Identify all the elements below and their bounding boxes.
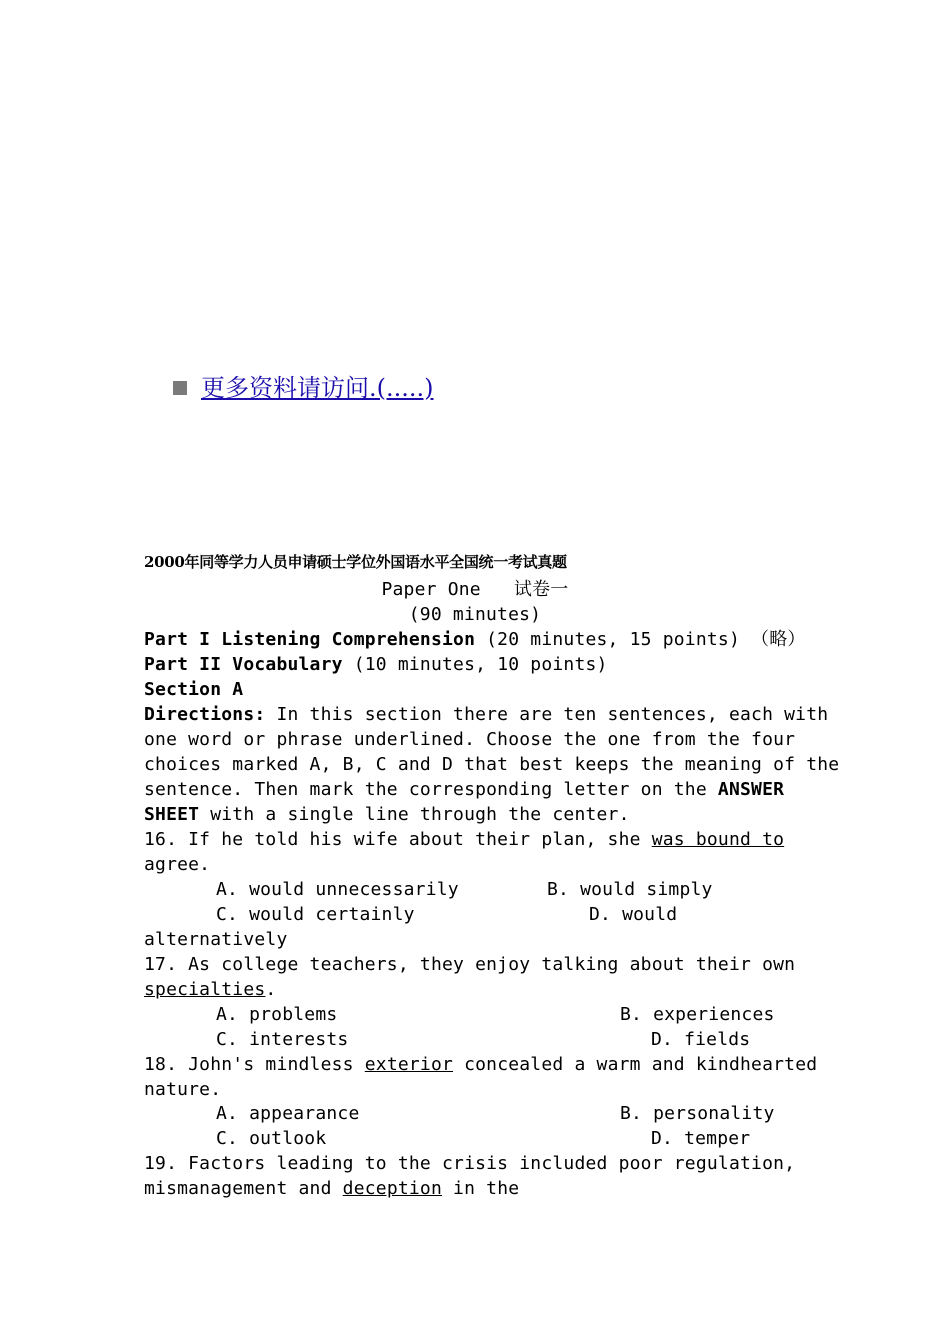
directions-line-2: one word or phrase underlined. Choose the one from the four	[144, 729, 796, 750]
directions-line-5	[144, 802, 630, 827]
q16-stem-cont: agree.	[144, 854, 211, 875]
q18-text-post: concealed a warm and kindhearted	[453, 1054, 818, 1075]
q17-stem-cont	[144, 977, 276, 1002]
q16-underlined: was bound to	[651, 829, 785, 850]
directions-text-1: In this section there are ten sentences, each with	[265, 704, 829, 725]
q19-underlined: deception	[342, 1178, 443, 1199]
q17-stem: 17. As college teachers, they enjoy talking about their own	[144, 954, 796, 975]
q16-option-d-cont: alternatively	[144, 929, 288, 950]
q18-option-b: B. personality	[620, 1103, 775, 1124]
part1-detail: (20 minutes, 15 points) （略）	[475, 629, 806, 650]
q18-stem-cont: nature.	[144, 1079, 222, 1100]
directions-label: Directions:	[144, 704, 266, 725]
q18-text: 18. John's mindless	[144, 1054, 365, 1075]
answer-keyword: ANSWER	[717, 779, 785, 800]
q19-text: mismanagement and	[144, 1178, 343, 1199]
part2-detail: (10 minutes, 10 points)	[342, 654, 608, 675]
directions-text-4: sentence. Then mark the corresponding letter on the	[144, 779, 718, 800]
part1-label: Part I Listening Comprehension	[144, 629, 476, 650]
paper-title: Paper One 试卷一	[381, 579, 569, 600]
q19-stem: 19. Factors leading to the crisis included poor regulation,	[144, 1153, 796, 1174]
q18-option-a: A. appearance	[216, 1103, 360, 1124]
part1-line	[144, 627, 806, 652]
part2-line	[144, 652, 608, 677]
q19-stem-cont	[144, 1176, 519, 1201]
q16-stem	[144, 827, 784, 852]
square-bullet-icon	[173, 381, 187, 395]
q16-option-d: D. would	[589, 904, 678, 925]
q17-period: .	[265, 979, 277, 1000]
q17-option-a: A. problems	[216, 1004, 338, 1025]
sheet-keyword: SHEET	[144, 804, 200, 825]
q18-option-c: C. outlook	[216, 1128, 327, 1149]
directions-text-5: with a single line through the center.	[199, 804, 630, 825]
q16-text: 16. If he told his wife about their plan, she	[144, 829, 652, 850]
directions-line-1	[144, 702, 828, 727]
directions-line-4	[144, 777, 784, 802]
more-resources-link-row[interactable]	[173, 371, 434, 405]
more-resources-link[interactable]: 更多资料请访问.(.....)	[201, 374, 434, 402]
directions-line-3: choices marked A, B, C and D that best keeps the meaning of the	[144, 754, 840, 775]
q17-option-b: B. experiences	[620, 1004, 775, 1025]
q17-option-d: D. fields	[651, 1029, 751, 1050]
part2-label: Part II Vocabulary	[144, 654, 343, 675]
q17-underlined: specialties	[144, 979, 266, 1000]
q17-option-c: C. interests	[216, 1029, 349, 1050]
q18-option-d: D. temper	[651, 1128, 751, 1149]
q16-option-b: B. would simply	[547, 879, 713, 900]
q16-option-c: C. would certainly	[216, 904, 415, 925]
section-label: Section A	[144, 679, 244, 700]
q19-text-post: in the	[442, 1178, 520, 1199]
q16-option-a: A. would unnecessarily	[216, 879, 459, 900]
q18-stem	[144, 1052, 817, 1077]
paper-time: (90 minutes)	[408, 604, 542, 625]
q18-underlined: exterior	[364, 1054, 454, 1075]
exam-heading: 2000年同等学力人员申请硕士学位外国语水平全国统一考试真题	[144, 553, 567, 571]
